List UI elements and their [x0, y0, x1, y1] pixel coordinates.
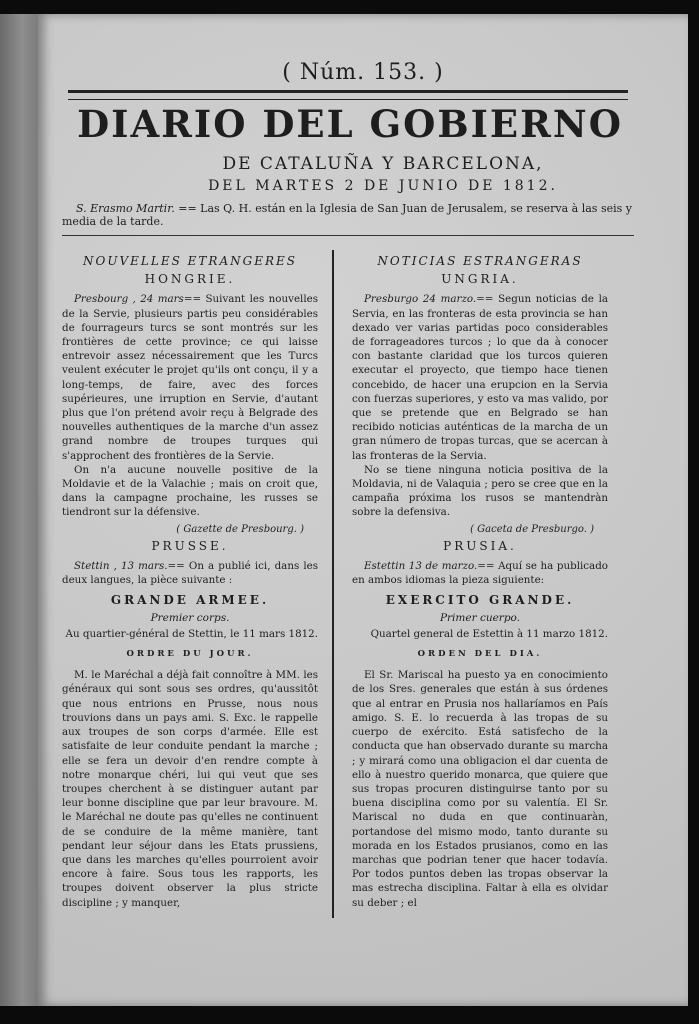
notice-text: == Las Q. H. están en la Iglesia de San Juan de Jerusalem, se reserva à las seis y media de la tarde. [62, 202, 632, 228]
source-citation: ( Gaceta de Presburgo. ) [470, 523, 594, 535]
article-paragraph [62, 559, 318, 587]
source-citation: ( Gazette de Presbourg. ) [176, 523, 304, 535]
dateline: Presburgo 24 marzo. [364, 293, 477, 306]
newspaper-title: DIARIO DEL GOBIERNO [77, 102, 623, 146]
corps-heading: Premier corps. [150, 611, 230, 624]
section-heading: NOUVELLES ETRANGERES [83, 254, 297, 268]
paragraph-text: == Aquí se ha publicado en ambos idiomas la pieza siguiente: [352, 560, 608, 587]
dateline: Presbourg , 24 mars [74, 293, 184, 306]
spanish-column [352, 254, 608, 910]
notice-saints: S. Erasmo Martir. [76, 202, 175, 215]
paragraph-text: == Suivant les nouvelles de la Servie, plusieurs partis peu considérables de fourrageurs turcs se sont montrés sur les frontières de cette province; ce qui laisse entrevoir assez nécessairement que les Turcs veulent exécuter le projet qu'ils ont conçu, il y a long-temps, de faire, avec des forces supérieures, une irruption en Servie, d'autant plus que l'on prétend avoir reçu à Belgrade des nouvelles authentiques de la marche d'un assez grand nombre de troupes turques qui s'approchent des frontières de la Servie. [62, 293, 318, 462]
newspaper-page [38, 14, 688, 1006]
section-heading: NOTICIAS ESTRANGERAS [377, 254, 583, 268]
issue-date: DEL MARTES 2 DE JUNIO DE 1812. [208, 178, 558, 194]
country-heading: UNGRIA. [441, 272, 519, 287]
article-paragraph: No se tiene ninguna noticia positiva de la Moldavia, ni de Valaquia ; pero se cree que en la campaña próxima los rusos se mantendràn sobre la defensiva. [352, 463, 608, 519]
order-heading: ORDRE DU JOUR. [126, 649, 254, 660]
article-paragraph [352, 292, 608, 462]
header-double-rule [68, 90, 628, 100]
issue-number: ( Núm. 153. ) [282, 60, 444, 85]
dateline: Stettin , 13 mars. [74, 560, 168, 573]
headquarters-line: Quartel general de Estettin à 11 marzo 1812. [370, 627, 608, 640]
country-heading: HONGRIE. [144, 272, 236, 287]
facing-page-edge [0, 14, 40, 1006]
corps-heading: Primer cuerpo. [439, 611, 521, 624]
article-paragraph [352, 559, 608, 587]
army-heading: EXERCITO GRANDE. [385, 593, 575, 608]
header-rule [62, 235, 634, 236]
country-heading: PRUSIA. [443, 538, 517, 553]
army-heading: GRANDE ARMEE. [110, 593, 270, 608]
paragraph-text: == Segun noticias de la Servia, en las fronteras de esta provincia se han dexado ver varias partidas poco considerables de forrageadores turcos ; lo que da à conocer con bastante claridad que los turcos quieren executar el proyecto, que tiempo hace tienen concebido, de hacer una erupcion en la Servia con fuerzas superiores, y esto va mas valido, por que se pretende que en Belgrado se han recibido noticias auténticas de la marcha de un gran número de tropas turcas, que se acercan à las fronteras de la Servia. [352, 293, 608, 462]
dateline: Estettin 13 de marzo. [364, 560, 478, 573]
paragraph-text: == On a publié ici, dans les deux langues, la pièce suivante : [62, 560, 318, 587]
country-heading: PRUSSE. [151, 538, 229, 553]
column-divider [332, 250, 334, 918]
french-column [62, 254, 318, 910]
headquarters-line: Au quartier-général de Stettin, le 11 mars 1812. [65, 627, 318, 640]
daily-notice [62, 202, 634, 228]
newspaper-subtitle: DE CATALUÑA Y BARCELONA, [222, 154, 544, 174]
article-paragraph: El Sr. Mariscal ha puesto ya en conocimiento de los Sres. generales que están à sus órdenes que al entrar en Prusia nos hallaríamos en País amigo. S. E. lo recuerda à las tropas de su cuerpo de exército. Está satisfecho de la conducta que han observado durante su marcha ; y mirará como una obligacion el dar cuenta de ello à nuestro querido monarca, que quiere que sus tropas procuren distinguirse tanto por su buena disciplina como por su valentía. El Sr. Mariscal no duda en que continuaràn, portandose del mismo modo, tanto durante su morada en los Estados prusianos, como en las marchas que podrian tener que hacer todavía. Por todos puntos deben las tropas observar la mas estrecha disciplina. Faltar à ella es olvidar su deber ; el [352, 669, 608, 909]
article-paragraph: M. le Maréchal a déjà fait connoître à MM. les généraux qui sont sous ses ordres, qu'aussitôt que nous entrions en Prusse, nous nous trouvions dans un pays ami. S. Exc. le rappelle aux troupes de son corps d'armée. Elle est satisfaite de leur conduite pendant la marche ; elle se fera un devoir d'en rendre compte à notre monarque chéri, lui qui veut que ses troupes cherchent à se distinguer autant par leur bonne discipline que par leur bravoure. M. le Maréchal ne doute pas qu'elles ne continuent de se conduire de la même manière, tant pendant leur séjour dans les Etats prussiens, que dans les marches qu'elles pourroient avoir encore à faire. Sous tous les rapports, les troupes doivent observer la plus stricte discipline ; y manquer, [62, 669, 318, 909]
article-paragraph [62, 292, 318, 462]
article-paragraph: On n'a aucune nouvelle positive de la Moldavie et de la Valachie ; mais on croit que, dans la campagne prochaine, les russes se tiendront sur la défensive. [62, 463, 318, 519]
order-heading: ORDEN DEL DIA. [417, 649, 543, 660]
